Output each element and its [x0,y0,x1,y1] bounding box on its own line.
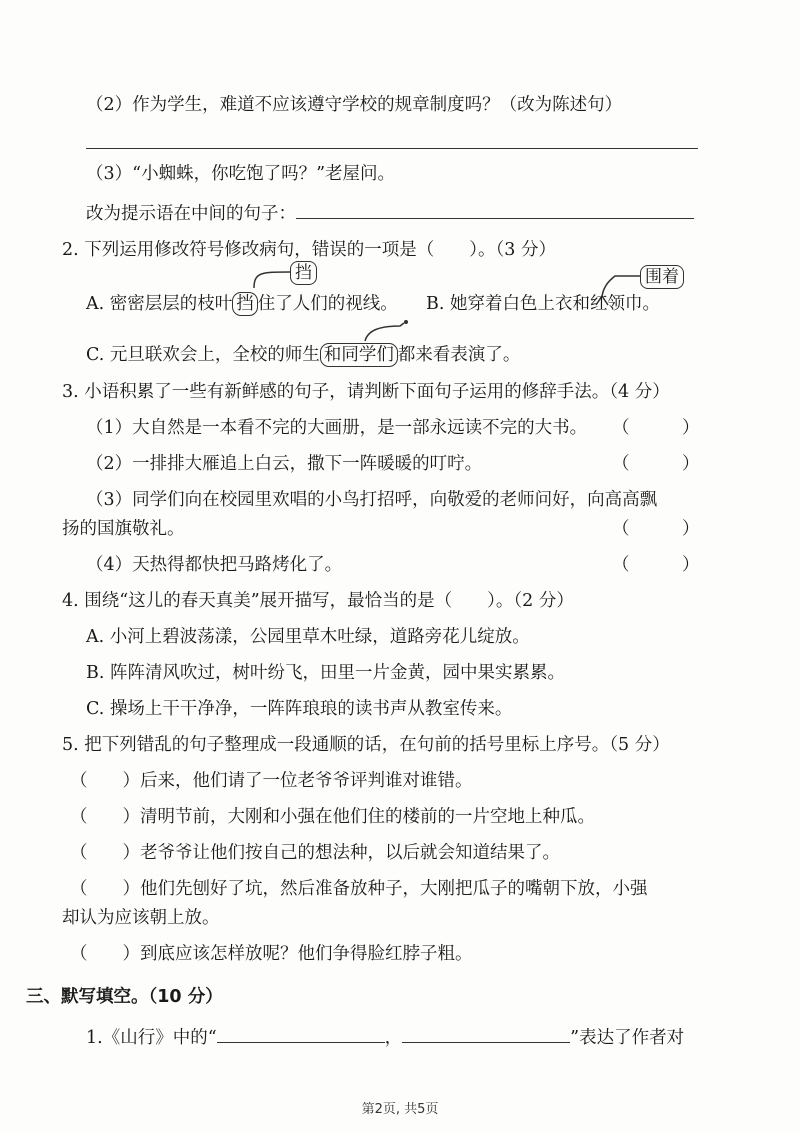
q5-text-4a: 他们先刨好了坑，然后准备放种子，大刚把瓜子的嘴朝下放，小强 [140,879,648,899]
sec3-q1-post: ”表达了作者对 [570,1028,685,1048]
q5-text-5: 到底应该怎样放呢？他们争得脸红脖子粗。 [140,944,473,964]
q2-option-b[interactable] [426,292,660,316]
q5-item-2 [70,805,595,829]
marked-phrase-c: 和同学们 [320,343,398,367]
fill-blank-1[interactable] [217,1024,385,1043]
q3-answer-4[interactable]: （ ） [612,555,700,575]
correction-marks [0,0,800,400]
q5-item-1 [70,769,473,793]
q5-item-5 [70,942,473,966]
q3-answer-2[interactable]: （ ） [612,454,700,474]
option-c-text-2: 都来看表演了。 [397,345,521,365]
section-3-title: 三、默写填空。（10 分） [26,987,223,1007]
q3-sentence-1: （1）大自然是一本看不完的大画册，是一部永远读不完的大书。 [86,418,588,438]
q2-option-c[interactable] [86,343,520,367]
option-c-text-1: C. 元旦联欢会上，全校的师生 [86,345,320,365]
q5-blank-2[interactable]: （ ） [70,807,140,827]
q4-option-c[interactable]: C. 操场上干干净净，一阵阵琅琅的读书声从教室传来。 [86,699,513,719]
q5-item-3 [70,841,560,865]
q3-sentence-2: （2）一排排大雁追上白云，撒下一阵暖暖的叮咛。 [86,454,483,474]
correction-line-a [254,272,290,288]
q3-answer-1[interactable]: （ ） [612,418,700,438]
option-a-text-1: A. 密密层层的枝叶 [86,294,233,314]
sec3-q1 [86,1024,684,1050]
q5-text-3: 老爷爷让他们按自己的想法种，以后就会知道结果了。 [140,843,560,863]
q4-stem: 4. 围绕“这儿的春天真美”展开描写，最恰当的是（ ）。（2 分） [62,591,574,611]
q5-blank-5[interactable]: （ ） [70,944,140,964]
sec3-q1-comma: ， [384,1028,403,1048]
deletion-dot-c [404,320,408,324]
option-b-text-2: 红领巾。 [590,294,660,314]
option-b-text-1: B. 她穿着白色上衣和 [426,294,590,314]
option-a-text-2: 住了人们的视线。 [257,294,398,314]
q5-item-4-cont: 却认为应该朝上放。 [62,908,220,928]
prompt-text: 改为提示语在中间的句子： [86,204,296,224]
q4-option-a[interactable]: A. 小河上碧波荡漾，公园里草木吐绿，道路旁花儿绽放。 [86,627,530,647]
q3-sentence-3b: 扬的国旗敬礼。 [62,519,185,539]
q1-item3: （3）“小蜘蛛，你吃饱了吗？”老屋问。 [86,164,396,184]
insert-callout-a: 挡 [290,261,317,285]
q4-option-b[interactable]: B. 阵阵清风吹过，树叶纷飞，田里一片金黄，园中果实累累。 [86,663,565,683]
q5-stem: 5. 把下列错乱的句子整理成一段通顺的话，在句前的括号里标上序号。（5 分） [62,735,670,755]
q5-text-1: 后来，他们请了一位老爷爷评判谁对谁错。 [140,771,473,791]
q5-blank-1[interactable]: （ ） [70,771,140,791]
q5-item-4 [70,877,648,901]
q2-stem: 2. 下列运用修改符号修改病句，错误的一项是（ ）。（3 分） [62,240,556,260]
page-footer: 第2页, 共5页 [361,1102,439,1117]
insert-callout-b: 围着 [640,265,684,289]
q3-sentence-4: （4）天热得都快把马路烤化了。 [86,555,343,575]
q3-stem: 3. 小语积累了一些有新鲜感的句子，请判断下面句子运用的修辞手法。（4 分） [62,382,670,402]
q5-text-2: 清明节前，大刚和小强在他们住的楼前的一片空地上种瓜。 [140,807,595,827]
q5-blank-3[interactable]: （ ） [70,843,140,863]
marked-char-a: 挡 [232,292,258,316]
sec3-q1-pre: 1.《山行》中的“ [86,1028,217,1048]
q1-item2: （2）作为学生，难道不应该遵守学校的规章制度吗？（改为陈述句） [86,95,623,115]
fill-blank-2[interactable] [402,1024,570,1043]
correction-line-c [365,323,404,341]
q3-sentence-3a: （3）同学们向在校园里欢唱的小鸟打招呼，向敬爱的老师问好，向高高飘 [86,490,658,510]
q5-blank-4[interactable]: （ ） [70,879,140,899]
q2-option-a[interactable] [86,292,398,316]
q3-answer-3[interactable]: （ ） [612,519,700,539]
